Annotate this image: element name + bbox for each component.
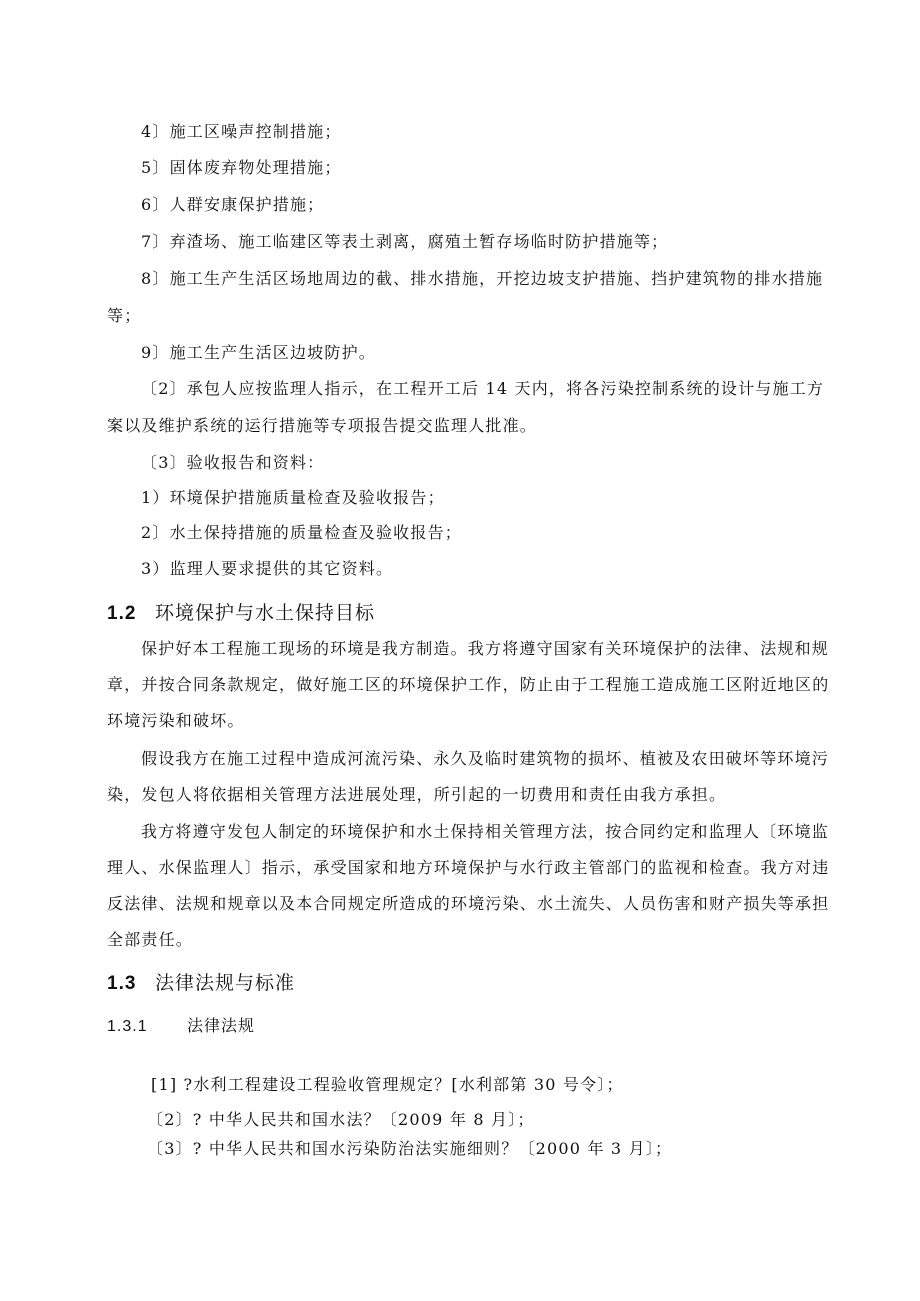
list-item: 4〕施工区噪声控制措施；: [141, 122, 342, 141]
list-item: 8〕施工生产生活区场地周边的截、排水措施，开挖边坡支护措施、挡护建筑物的排水措施: [141, 269, 824, 288]
section-title: 环境保护与水土保持目标: [155, 602, 376, 624]
paragraph-line: 理人、水保监理人〕指示，承受国家和地方环境保护与水行政主管部门的监视和检查。我方对违: [107, 858, 830, 877]
section-heading-1-2: [107, 600, 375, 627]
paragraph-line: 〔2〕承包人应按监理人指示，在工程开工后 14 天内，将各污染控制系统的设计与施工方: [141, 379, 825, 398]
section-number: 1.3: [107, 973, 137, 994]
reference-item: 〔3〕? 中华人民共和国水污染防治法实施细则？〔2000 年 3 月〕；: [147, 1139, 673, 1158]
paragraph-line: 染，发包人将依据相关管理方法进展处理，所引起的一切费用和责任由我方承担。: [107, 785, 727, 804]
subsection-title: 法律法规: [187, 1016, 256, 1035]
paragraph-line: 〔3〕验收报告和资料：: [141, 453, 325, 472]
section-title: 法律法规与标准: [155, 972, 296, 994]
list-item: 1）环境保护措施质量检查及验收报告；: [141, 488, 445, 507]
subsection-heading-1-3-1: [107, 1015, 255, 1038]
section-number: 1.2: [107, 603, 137, 624]
list-item: 3）监理人要求提供的其它资料。: [141, 559, 394, 578]
list-item-continuation: 等；: [107, 306, 142, 325]
reference-item: 〔2〕? 中华人民共和国水法？〔2009 年 8 月〕；: [147, 1110, 535, 1129]
paragraph-line: 章，并按合同条款规定，做好施工区的环境保护工作，防止由于工程施工造成施工区附近地区的: [107, 675, 830, 694]
paragraph-line: 案以及维护系统的运行措施等专项报告提交监理人批准。: [107, 416, 538, 435]
paragraph-line: 保护好本工程施工现场的环境是我方制造。我方将遵守国家有关环境保护的法律、法规和规: [141, 639, 830, 658]
list-item: 7〕弃渣场、施工临建区等表土剥离，腐殖土暂存场临时防护措施等；: [141, 232, 669, 251]
paragraph-line: 环境污染和破坏。: [107, 711, 245, 730]
reference-item: [1] ?水利工程建设工程验收管理规定？[水利部第 30 号令〕；: [151, 1075, 624, 1094]
list-item: 5〕固体废弃物处理措施；: [141, 158, 342, 177]
paragraph-line: 假设我方在施工过程中造成河流污染、永久及临时建筑物的损坏、植被及农田破坏等环境污: [141, 749, 830, 768]
list-item: 6〕人群安康保护措施；: [141, 195, 325, 214]
paragraph-line: 全部责任。: [107, 930, 194, 949]
list-item: 2〕水土保持措施的质量检查及验收报告；: [141, 523, 462, 542]
paragraph-line: 我方将遵守发包人制定的环境保护和水土保持相关管理方法，按合同约定和监理人〔环境监: [141, 822, 830, 841]
list-item: 9〕施工生产生活区边坡防护。: [141, 343, 376, 362]
subsection-number: 1.3.1: [107, 1018, 148, 1035]
paragraph-line: 反法律、法规和规章以及本合同规定所造成的环境污染、水土流失、人员伤害和财产损失等承担: [107, 894, 830, 913]
section-heading-1-3: [107, 970, 295, 997]
